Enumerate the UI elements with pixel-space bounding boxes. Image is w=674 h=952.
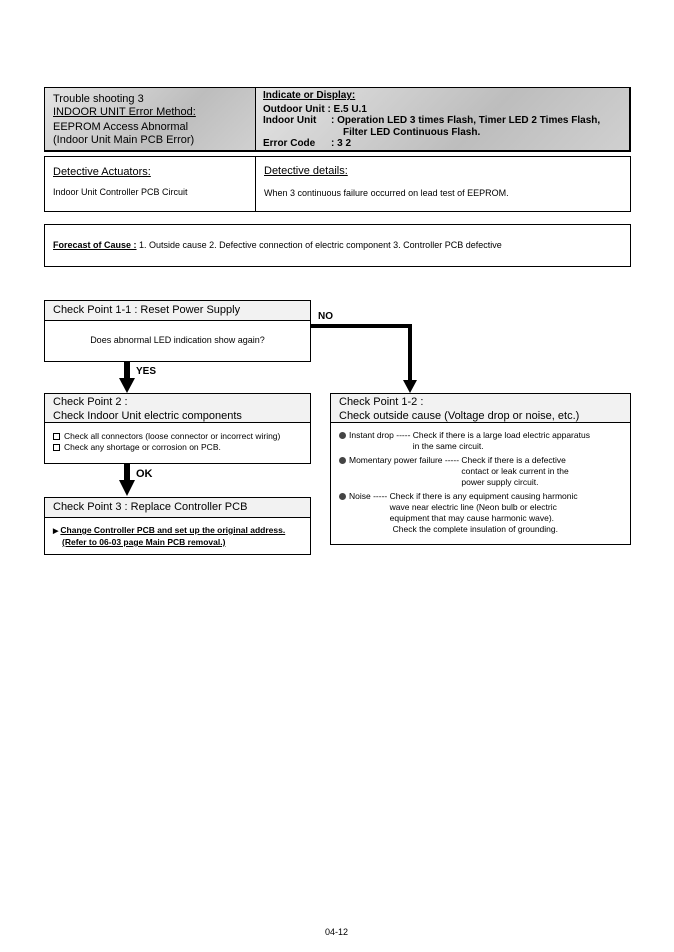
details-text: When 3 continuous failure occurred on lead test of EEPROM.	[264, 188, 509, 198]
cp12-line: in the same circuit.	[412, 441, 484, 451]
trouble-number: Trouble shooting 3	[53, 93, 144, 105]
cp2-item-text: Check all connectors (loose connector or incorrect wiring)	[64, 431, 281, 441]
bullet-icon	[339, 432, 346, 439]
cp12-line: Check the complete insulation of grounding.	[392, 524, 558, 534]
cp11-title: Check Point 1-1 : Reset Power Supply	[45, 301, 310, 321]
details-title: Detective details:	[264, 165, 348, 177]
cp12-line: Check if there is any equipment causing harmonic	[389, 491, 578, 501]
no-arrow-head	[403, 380, 417, 393]
cp2-title	[45, 394, 310, 423]
triangle-bullet-icon: ▶	[53, 528, 59, 535]
cp3-line-2: (Refer to 06-03 page Main PCB removal.)	[62, 537, 226, 547]
checkbox-icon	[53, 433, 60, 440]
indoor-value-2: Filter LED Continuous Flash.	[343, 126, 481, 138]
cp11-question: Does abnormal LED indication show again?	[90, 335, 265, 345]
actuators-title: Detective Actuators:	[53, 166, 151, 178]
code-value: : 3 2	[331, 138, 352, 149]
cp12-title	[331, 394, 630, 423]
actuators-text: Indoor Unit Controller PCB Circuit	[53, 187, 188, 197]
cp12-line: equipment that may cause harmonic wave).	[389, 513, 555, 523]
cp12-line: contact or leak current in the	[461, 466, 569, 476]
ok-arrow-head	[119, 480, 135, 496]
cp12-item-label: Momentary power failure -----	[349, 455, 462, 465]
yes-arrow-head	[119, 378, 135, 393]
cp3-title: Check Point 3 : Replace Controller PCB	[45, 498, 310, 518]
cp2-item	[53, 442, 280, 453]
cp2-title-1: Check Point 2 :	[53, 396, 128, 408]
cp2-item	[53, 431, 280, 442]
check-point-3	[44, 497, 311, 555]
yes-label: YES	[136, 366, 157, 377]
cp12-line: Check if there is a defective	[461, 455, 566, 465]
bullet-icon	[339, 493, 346, 500]
yes-arrow-line	[124, 362, 130, 380]
indoor-label: Indoor Unit	[263, 115, 317, 126]
indoor-value: : Operation LED 3 times Flash, Timer LED 2 Times Flash,	[331, 115, 601, 126]
no-arrow-line	[311, 326, 410, 382]
error-name: EEPROM Access Abnormal	[53, 121, 189, 133]
cp12-item-label: Noise -----	[349, 491, 390, 501]
cp12-line: Check if there is a large load electric apparatus	[412, 430, 590, 440]
cp12-item	[339, 491, 590, 535]
cp3-body	[53, 525, 285, 548]
cp12-line: power supply circuit.	[461, 477, 539, 487]
indicate-title: Indicate or Display:	[263, 90, 356, 101]
error-subname: (Indoor Unit Main PCB Error)	[53, 133, 195, 146]
no-label: NO	[318, 311, 333, 322]
outdoor-value: : E.5 U.1	[327, 103, 367, 115]
ok-arrow-line	[124, 464, 130, 482]
cp2-list	[53, 431, 280, 453]
cp12-item-label: Instant drop -----	[349, 430, 413, 440]
error-method: INDOOR UNIT Error Method:	[53, 105, 196, 118]
checkbox-icon	[53, 444, 60, 451]
cp12-title-1: Check Point 1-2 :	[339, 396, 424, 408]
ok-label: OK	[136, 468, 153, 480]
cp12-item	[339, 430, 590, 452]
forecast-text: 1. Outside cause 2. Defective connection of electric component 3. Controller PCB defective	[136, 240, 502, 250]
code-label: Error Code	[263, 138, 316, 149]
cp12-title-2: Check outside cause (Voltage drop or noise, etc.)	[339, 410, 580, 422]
bullet-icon	[339, 457, 346, 464]
page-number: 04-12	[325, 927, 349, 937]
cp3-line-1: Change Controller PCB and set up the original address.	[60, 525, 286, 535]
cp12-list	[339, 430, 590, 535]
check-point-1-2	[330, 393, 631, 545]
check-point-2	[44, 393, 311, 464]
cp12-line: wave near electric line (Neon bulb or electric	[389, 502, 557, 512]
cp2-item-text: Check any shortage or corrosion on PCB.	[64, 442, 221, 452]
outdoor-label: Outdoor Unit	[263, 103, 325, 115]
cp12-item	[339, 455, 590, 488]
forecast-label: Forecast of Cause :	[53, 240, 137, 250]
cp2-title-2: Check Indoor Unit electric components	[53, 410, 242, 422]
